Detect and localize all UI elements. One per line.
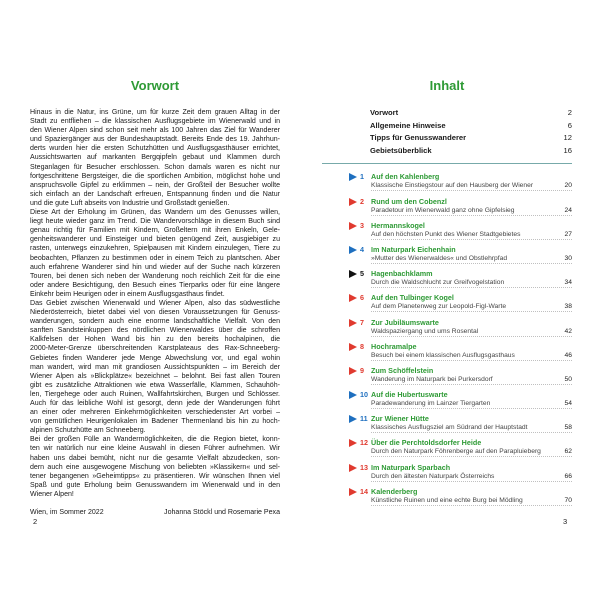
toc-entry-title: Gebietsüberblick xyxy=(370,145,432,155)
foreword-line: Spaß und gute Erholung beim Genusswandern im Wienerwald und in den xyxy=(30,481,280,489)
triangle-marker-icon xyxy=(349,391,357,399)
tour-subtitle: Besuch bei einem klassischen Ausflugsgasthaus xyxy=(371,351,515,359)
toc-entry-page: 2 xyxy=(567,108,572,117)
foreword-line: dern auch eine ausgewogene Mischung von beliebten »Klassikern« und sel- xyxy=(30,463,280,471)
signature-row xyxy=(30,509,280,516)
triangle-marker-icon xyxy=(349,439,357,447)
foreword-line: man wandert, wird man mit grandiosen Aussichtspunkten – im Bereich der xyxy=(30,363,280,371)
triangle-marker-icon xyxy=(349,222,357,230)
foreword-line: gibt es zusätzliche Attraktionen wie etwa Wasserfälle, Klammen, Schauhöh- xyxy=(30,381,280,389)
tour-number: 4 xyxy=(360,244,364,254)
foreword-text xyxy=(30,108,280,499)
foreword-line: Das Gebiet zwischen Wienerwald und Wiener Alpen, also das südwestliche xyxy=(30,299,280,307)
tour-body xyxy=(371,269,572,288)
tour-page: 54 xyxy=(564,400,572,408)
foreword-line: Stadt zu entfliehen – die klassischen Ausflugsgebiete im Wienerwald und in xyxy=(30,118,280,126)
contents-heading: Inhalt xyxy=(429,78,465,93)
tour-page: 66 xyxy=(564,472,572,480)
tour-title: Hermannskogel xyxy=(371,220,425,230)
toc-entry-title: Vorwort xyxy=(370,108,399,117)
tour-entry[interactable] xyxy=(322,463,572,487)
tour-entry[interactable] xyxy=(322,172,572,196)
foreword-line: rasten, unterwegs einzukehren, Spielpausen mit Kindern einzulegen, Tiere zu xyxy=(30,245,280,253)
tour-title: Im Naturpark Eichenhain xyxy=(371,244,456,254)
foreword-line: liegt heute wieder ganz im Trend. Die Wandervorschläge in diesem Buch sind xyxy=(30,218,280,226)
tour-body xyxy=(371,245,572,264)
tour-body xyxy=(371,342,572,361)
tour-body xyxy=(371,414,572,433)
tour-subtitle: Auf den höchsten Punkt des Wiener Stadtgebietes xyxy=(371,230,521,238)
foreword-line: alpinen Schutzhütte am Schneeberg. xyxy=(30,427,146,435)
tour-number: 14 xyxy=(360,486,368,496)
tour-body xyxy=(371,438,572,457)
tour-body xyxy=(371,463,572,482)
foreword-line: beobachten, Pflanzen zu bestimmen oder in einem Teich zu plantschen. Aber xyxy=(30,254,280,262)
tour-title: Kalenderberg xyxy=(371,486,418,496)
tour-entry[interactable] xyxy=(322,438,572,462)
tour-entry[interactable] xyxy=(322,414,572,438)
triangle-marker-icon xyxy=(349,319,357,327)
foreword-line: oder andere Besichtigung, den Besuch eines Tierparks oder für eine längere xyxy=(30,281,280,289)
tour-page: 27 xyxy=(564,230,572,238)
tour-page: 70 xyxy=(564,496,572,504)
tour-entry[interactable] xyxy=(322,197,572,221)
triangle-marker-icon xyxy=(349,198,357,206)
tour-entry[interactable] xyxy=(322,221,572,245)
triangle-marker-icon xyxy=(349,488,357,496)
tour-title: Rund um den Cobenzl xyxy=(371,196,447,206)
tour-number: 10 xyxy=(360,390,368,400)
tour-subtitle-row xyxy=(371,399,572,409)
triangle-marker-icon xyxy=(349,464,357,472)
tour-subtitle-row xyxy=(371,302,572,312)
tour-list xyxy=(322,172,572,511)
foreword-line: 2000-Meter-Grenze überschreitenden Karstplateaus des Rax-Schneeberg- xyxy=(30,345,280,353)
toc-divider xyxy=(322,158,572,164)
left-page-number: 2 xyxy=(33,517,38,526)
tour-page: 30 xyxy=(564,254,572,262)
toc-entry-title: Tipps für Genusswanderer xyxy=(370,133,467,143)
tour-page: 38 xyxy=(564,303,572,311)
foreword-line: fortgeschrittene Bergsteiger, die die sportlichen Ambition, möglichst hohe und xyxy=(30,172,280,180)
foreword-line: anspruchsvolle Gipfel zu erklimmen – nein, der Großteil der Besucher wollte xyxy=(30,181,280,189)
tour-page: 62 xyxy=(564,448,572,456)
tour-entry[interactable] xyxy=(322,245,572,269)
foreword-line: Auch für das leibliche Wohl ist gesorgt, denn jede der Wanderungen führt xyxy=(30,400,280,407)
tour-subtitle: Klassische Einstiegstour auf den Hausberg der Wiener xyxy=(371,182,534,190)
tour-entry[interactable] xyxy=(322,366,572,390)
tour-subtitle-row xyxy=(371,496,572,506)
toc-entry[interactable] xyxy=(322,133,572,146)
tour-subtitle: Paradewanderung im Lainzer Tiergarten xyxy=(371,400,491,408)
tour-title: Auf den Kahlenberg xyxy=(371,172,440,182)
tour-subtitle-row xyxy=(371,351,572,361)
tour-subtitle: Waldspaziergang und ums Rosental xyxy=(371,327,479,335)
toc-entry[interactable] xyxy=(322,108,572,121)
foreword-line: Wiener Alpen als »Blickplätze« bezeichnet – belohnt. Bei fast allen Touren xyxy=(30,372,280,380)
tour-page: 24 xyxy=(564,206,572,214)
foreword-line: wanderungen, sondern auch eine enorme landschaftliche Vielfalt. Von den xyxy=(30,318,280,326)
left-page xyxy=(30,78,280,516)
tour-number: 13 xyxy=(360,462,368,472)
triangle-marker-icon xyxy=(349,173,357,181)
front-matter-list xyxy=(322,108,572,158)
foreword-line: derts wurden hier die ersten Schutzhütten und Ausflugsgasthäuser errichtet, xyxy=(30,145,280,153)
tour-entry[interactable] xyxy=(322,318,572,342)
foreword-line: genau richtig für Familien mit Kindern, Großeltern mit ihren Enkeln, Gele- xyxy=(30,227,280,235)
tour-number: 5 xyxy=(360,269,364,279)
tour-page: 34 xyxy=(564,279,572,287)
tour-subtitle-row xyxy=(371,206,572,216)
foreword-line: len, Tiergehege oder auch Ruinen, Wallfahrtskirchen, Burgen und Schlösser. xyxy=(30,390,280,398)
tour-number: 12 xyxy=(360,438,368,448)
tour-subtitle: Durch die Waldschlucht zur Greifvogelstation xyxy=(371,279,505,287)
foreword-line: Einkehr beim Heurigen oder in einem Ausflugsgasthaus findet. xyxy=(30,290,225,298)
foreword-line: Gebietes finden Wanderer jede Menge Abwechslung vor, und egal wohin xyxy=(30,354,280,362)
tour-number: 9 xyxy=(360,365,364,375)
tour-entry[interactable] xyxy=(322,487,572,511)
foreword-line: ten wir natürlich nur eine kleine Auswahl in diesen Führer aufnehmen. Wir xyxy=(30,445,280,453)
tour-body xyxy=(371,318,572,337)
tour-number: 1 xyxy=(360,172,364,182)
foreword-line: Bei der großen Fülle an Wandermöglichkeiten, die die Region bietet, konn- xyxy=(30,436,280,444)
tour-page: 58 xyxy=(564,424,572,432)
tour-title: Auf die Hubertuswarte xyxy=(371,390,448,400)
tour-entry[interactable] xyxy=(322,390,572,414)
triangle-marker-icon xyxy=(349,367,357,375)
foreword-line: Kalkfelsen der Hohen Wand bis hin zu den bereits hochalpinen, die xyxy=(30,336,280,344)
toc-entry-page: 6 xyxy=(567,120,572,130)
foreword-line: haben uns dabei bemüht, nicht nur die gesamte Vielfalt abzudecken, son- xyxy=(30,454,280,462)
tour-number: 8 xyxy=(360,341,364,351)
tour-subtitle-row xyxy=(371,375,572,385)
tour-entry[interactable] xyxy=(322,342,572,366)
foreword-line: Aussichtswarten auf markanten Bergqipfeln gebaut und Klammen durch xyxy=(30,154,280,162)
tour-title: Auf den Tulbinger Kogel xyxy=(371,293,454,303)
tour-subtitle-row xyxy=(371,423,572,433)
right-page-number: 3 xyxy=(563,517,568,526)
tour-number: 7 xyxy=(360,317,364,327)
foreword-line: und Spaziergänger aus der Bundeshauptstadt. Bereits Ende des 19. Jahrhun- xyxy=(30,136,280,144)
foreword-heading: Vorwort xyxy=(130,78,180,93)
tour-subtitle: Auf dem Planetenweg zur Leopold-Figl-Warte xyxy=(371,303,507,311)
tour-title: Zur Wiener Hütte xyxy=(371,414,429,424)
tour-body xyxy=(371,487,572,506)
foreword-line: tener begangenen »Geheimtipps« zu präsentieren. Wir wünschen Ihnen viel xyxy=(30,472,280,480)
tour-number: 2 xyxy=(360,196,364,206)
foreword-line: Steganlagen für Besucher erschlossen. Schon damals waren es nicht nur xyxy=(30,163,280,171)
tour-page: 20 xyxy=(564,182,572,190)
tour-title: Hagenbachklamm xyxy=(371,269,433,279)
tour-number: 3 xyxy=(360,220,364,230)
tour-subtitle-row xyxy=(371,447,572,457)
tour-subtitle-row xyxy=(371,327,572,337)
tour-subtitle: Durch den Naturpark Föhrenberge auf den Parapluieberg xyxy=(371,448,541,456)
foreword-line: Hinaus in die Natur, ins Grüne, um für kurze Zeit dem grauen Alltag in der xyxy=(30,109,280,116)
triangle-marker-icon xyxy=(349,246,357,254)
tour-title: Hochramalpe xyxy=(371,341,417,351)
tour-body xyxy=(371,366,572,385)
foreword-line: Diese Art der Erholung im Grünen, das Wandern um des Genusses willen, xyxy=(30,209,280,217)
tour-subtitle-row xyxy=(371,254,572,264)
tour-subtitle: Wanderung im Naturpark bei Purkersdorf xyxy=(371,375,493,383)
foreword-line: an einer oder mehreren Einkehrmöglichkeiten verschiedenster Art vorbei – xyxy=(30,409,280,417)
toc-entry-title: Allgemeine Hinweise xyxy=(370,120,446,130)
tour-body xyxy=(371,172,572,191)
foreword-line: auch erfahrene Wanderer sind hin und wieder auf der Suche nach kürzeren xyxy=(30,263,280,271)
tour-page: 50 xyxy=(564,375,572,383)
toc-entry[interactable] xyxy=(322,121,572,134)
tour-subtitle-row xyxy=(371,181,572,191)
place-date: Wien, im Sommer 2022 xyxy=(30,509,104,517)
triangle-marker-icon xyxy=(349,294,357,302)
tour-subtitle: Künstliche Ruinen und eine echte Burg bei Mödling xyxy=(371,496,523,504)
foreword-line: genheitswanderer und Einsteiger und bieten genügend Zeit, ausgiebiger zu xyxy=(30,236,280,244)
right-page xyxy=(322,78,572,511)
tour-title: Zur Jubiläumswarte xyxy=(371,317,439,327)
tour-page: 42 xyxy=(564,327,572,335)
tour-body xyxy=(371,197,572,216)
foreword-line: sanften Sandsteinkuppen des nördlichen Wienerwaldes über die schroffen xyxy=(30,327,280,335)
tour-number: 11 xyxy=(360,414,368,424)
foreword-line: den Wiener Alpen sind schon seit mehr als 100 Jahren das Ziel für Wanderer xyxy=(30,127,280,135)
foreword-line: Touren, bei denen sich neben der Wanderung noch reichlich Zeit für die eine xyxy=(30,272,280,280)
toc-entry[interactable] xyxy=(322,146,572,159)
tour-body xyxy=(371,390,572,409)
tour-subtitle-row xyxy=(371,472,572,482)
foreword-line: und die gute Luft abseits von Industrie und Großstadt genießen. xyxy=(30,199,230,207)
triangle-marker-icon xyxy=(349,343,357,351)
tour-subtitle-row xyxy=(371,278,572,288)
tour-entry[interactable] xyxy=(322,293,572,317)
tour-subtitle-row xyxy=(371,230,572,240)
foreword-line: Wiener Alpen! xyxy=(30,490,74,498)
authors: Johanna Stöckl und Rosemarie Pexa xyxy=(164,509,280,517)
tour-body xyxy=(371,293,572,312)
tour-subtitle: Paradetour im Wienerwald ganz ohne Gipfelsieg xyxy=(371,206,515,214)
foreword-line: sich einfach an der Landschaft erfreuen, Entspannung finden und die Natur xyxy=(30,190,280,198)
triangle-marker-icon xyxy=(349,270,357,278)
triangle-marker-icon xyxy=(349,415,357,423)
toc-entry-page: 12 xyxy=(563,133,572,143)
tour-subtitle: Klassisches Ausflugsziel am Südrand der Hauptstadt xyxy=(371,424,528,432)
toc-entry-page: 16 xyxy=(563,145,572,155)
tour-number: 6 xyxy=(360,293,364,303)
tour-subtitle: Durch den ältesten Naturpark Österreichs xyxy=(371,472,495,480)
tour-page: 46 xyxy=(564,351,572,359)
tour-title: Über die Perchtoldsdorfer Heide xyxy=(371,438,482,448)
tour-entry[interactable] xyxy=(322,269,572,293)
tour-title: Zum Schöffelstein xyxy=(371,365,434,375)
foreword-line: von gemütlichen Heurigenlokalen im Badener Thermenland bis hin zu hoch- xyxy=(30,418,280,426)
tour-title: Im Naturpark Sparbach xyxy=(371,462,451,472)
tour-subtitle: »Mutter des Wienerwaldes« und Obstlehrpfad xyxy=(371,254,508,262)
foreword-line: Niederösterreich, bietet dabei viel von diesen Voraussetzungen für Genuss- xyxy=(30,309,280,317)
tour-body xyxy=(371,221,572,240)
